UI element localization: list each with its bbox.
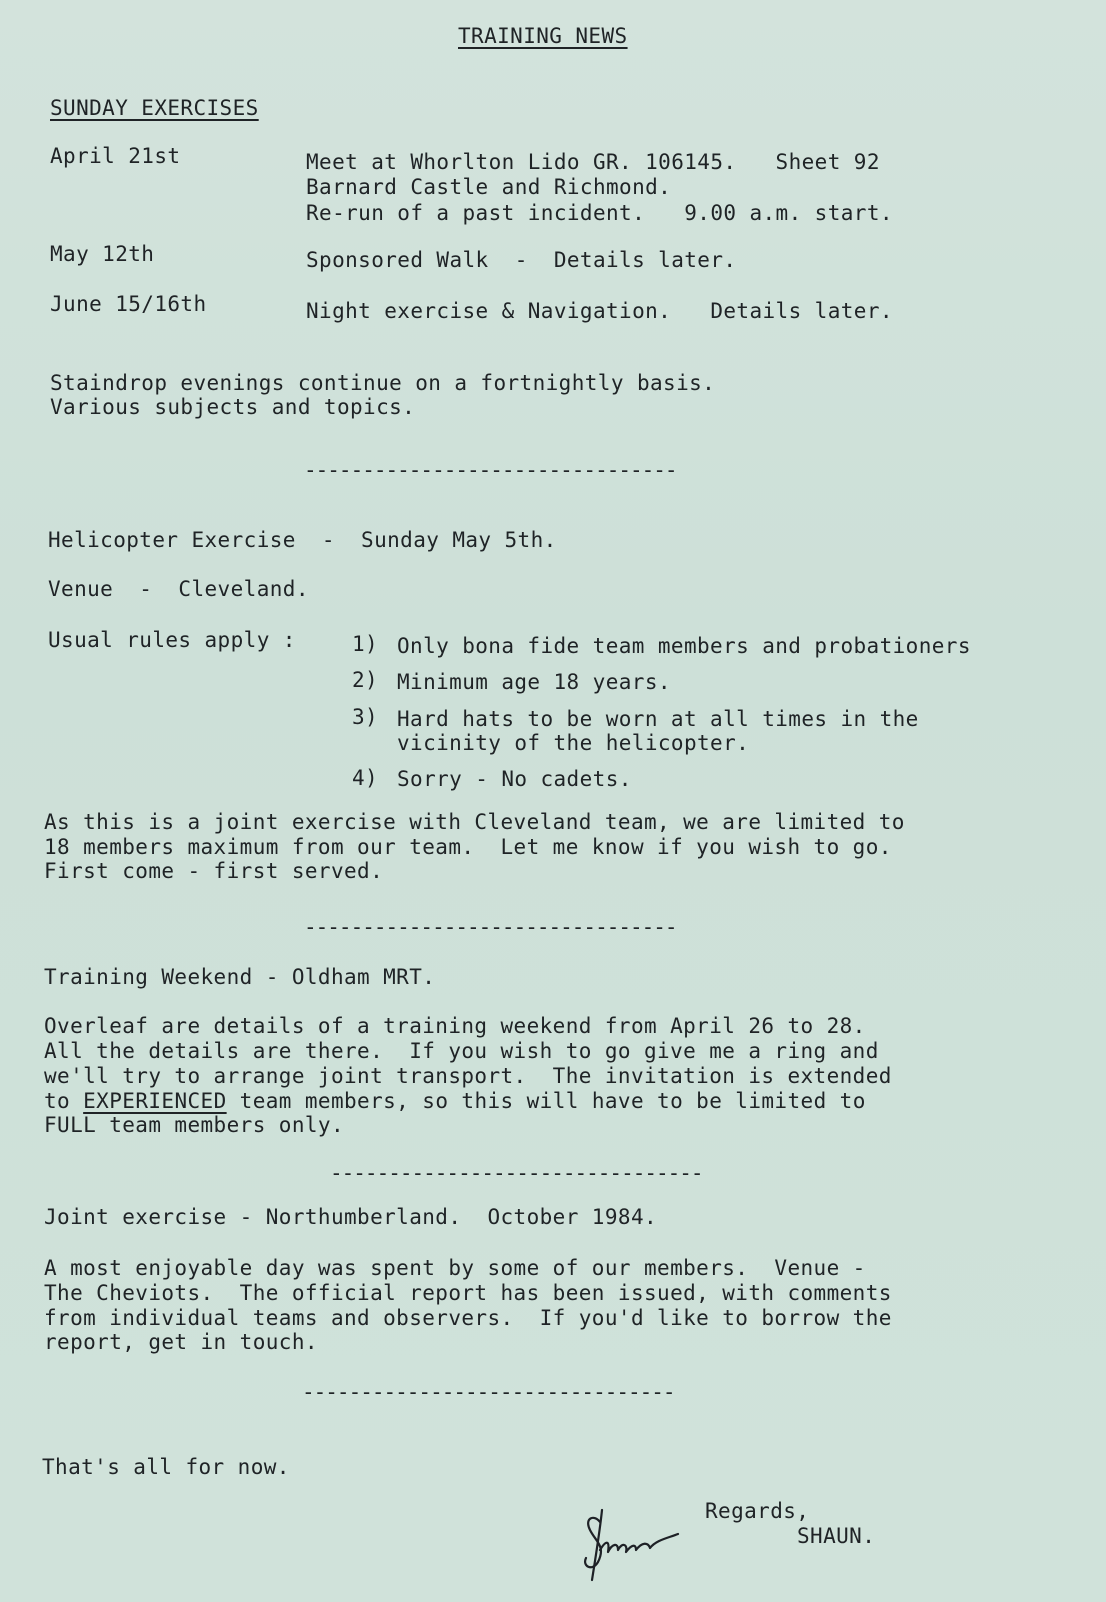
rule-text: Sorry - No cadets. [397, 767, 632, 791]
entry-line: Night exercise & Navigation. Details later. [306, 299, 893, 323]
separator-line: -------------------------------- [330, 1161, 703, 1185]
paragraph-line: All the details are there. If you wish to go give me a ring and [44, 1039, 879, 1063]
sender-name: SHAUN. [797, 1524, 876, 1548]
rule-text: vicinity of the helicopter. [397, 731, 750, 755]
rules-label: Usual rules apply : [48, 628, 296, 652]
entry-date: April 21st [50, 144, 181, 168]
paragraph-line: 18 members maximum from our team. Let me know if you wish to go. [44, 835, 892, 859]
separator-line: -------------------------------- [304, 915, 677, 939]
paragraph-line: Staindrop evenings continue on a fortnightly basis. [50, 371, 716, 395]
rule-text: Only bona fide team members and probationers [397, 634, 971, 658]
rule-number: 1) [352, 632, 379, 656]
paragraph-line: FULL team members only. [44, 1113, 344, 1137]
rule-number: 4) [352, 766, 379, 790]
regards-line: Regards, [705, 1499, 810, 1523]
entry-date: May 12th [50, 242, 155, 266]
emphasis-experienced: EXPERIENCED [83, 1089, 227, 1113]
paragraph-line: First come - first served. [44, 859, 384, 883]
text-run: to [44, 1089, 84, 1113]
paragraph-line: report, get in touch. [44, 1330, 318, 1354]
section-heading-joint: Joint exercise - Northumberland. October 1984. [44, 1205, 658, 1229]
paragraph-line: A most enjoyable day was spent by some of our members. Venue - [44, 1256, 866, 1280]
entry-line: Re-run of a past incident. 9.00 a.m. start. [306, 201, 893, 225]
page-title: TRAINING NEWS [458, 24, 628, 48]
venue-line: Venue - Cleveland. [48, 577, 309, 601]
entry-date: June 15/16th [50, 292, 207, 316]
separator-line: -------------------------------- [302, 1380, 675, 1404]
section-heading-sunday: SUNDAY EXERCISES [50, 96, 259, 120]
rule-text: Minimum age 18 years. [397, 670, 671, 694]
handwritten-signature [578, 1500, 688, 1590]
entry-line: Meet at Whorlton Lido GR. 106145. Sheet 92 [306, 150, 880, 174]
paragraph-line: from individual teams and observers. If you'd like to borrow the [44, 1306, 892, 1330]
paragraph-line: Overleaf are details of a training weekend from April 26 to 28. [44, 1014, 866, 1038]
paragraph-line: The Cheviots. The official report has been issued, with comments [44, 1281, 892, 1305]
entry-line: Sponsored Walk - Details later. [306, 248, 737, 272]
separator-line: -------------------------------- [304, 458, 677, 482]
text-run: team members, so this will have to be limited to [226, 1089, 866, 1113]
rule-text: Hard hats to be worn at all times in the [397, 707, 919, 731]
paragraph-line: we'll try to arrange joint transport. The invitation is extended [44, 1064, 892, 1088]
rule-number: 2) [352, 668, 379, 692]
paragraph-line [44, 1089, 866, 1114]
paragraph-line: Various subjects and topics. [50, 395, 416, 419]
closing-line: That's all for now. [42, 1455, 290, 1479]
rule-number: 3) [352, 705, 379, 729]
entry-line: Barnard Castle and Richmond. [306, 175, 672, 199]
paragraph-line: As this is a joint exercise with Cleveland team, we are limited to [44, 810, 905, 834]
section-heading-helicopter: Helicopter Exercise - Sunday May 5th. [48, 528, 557, 552]
section-heading-weekend: Training Weekend - Oldham MRT. [44, 965, 436, 989]
